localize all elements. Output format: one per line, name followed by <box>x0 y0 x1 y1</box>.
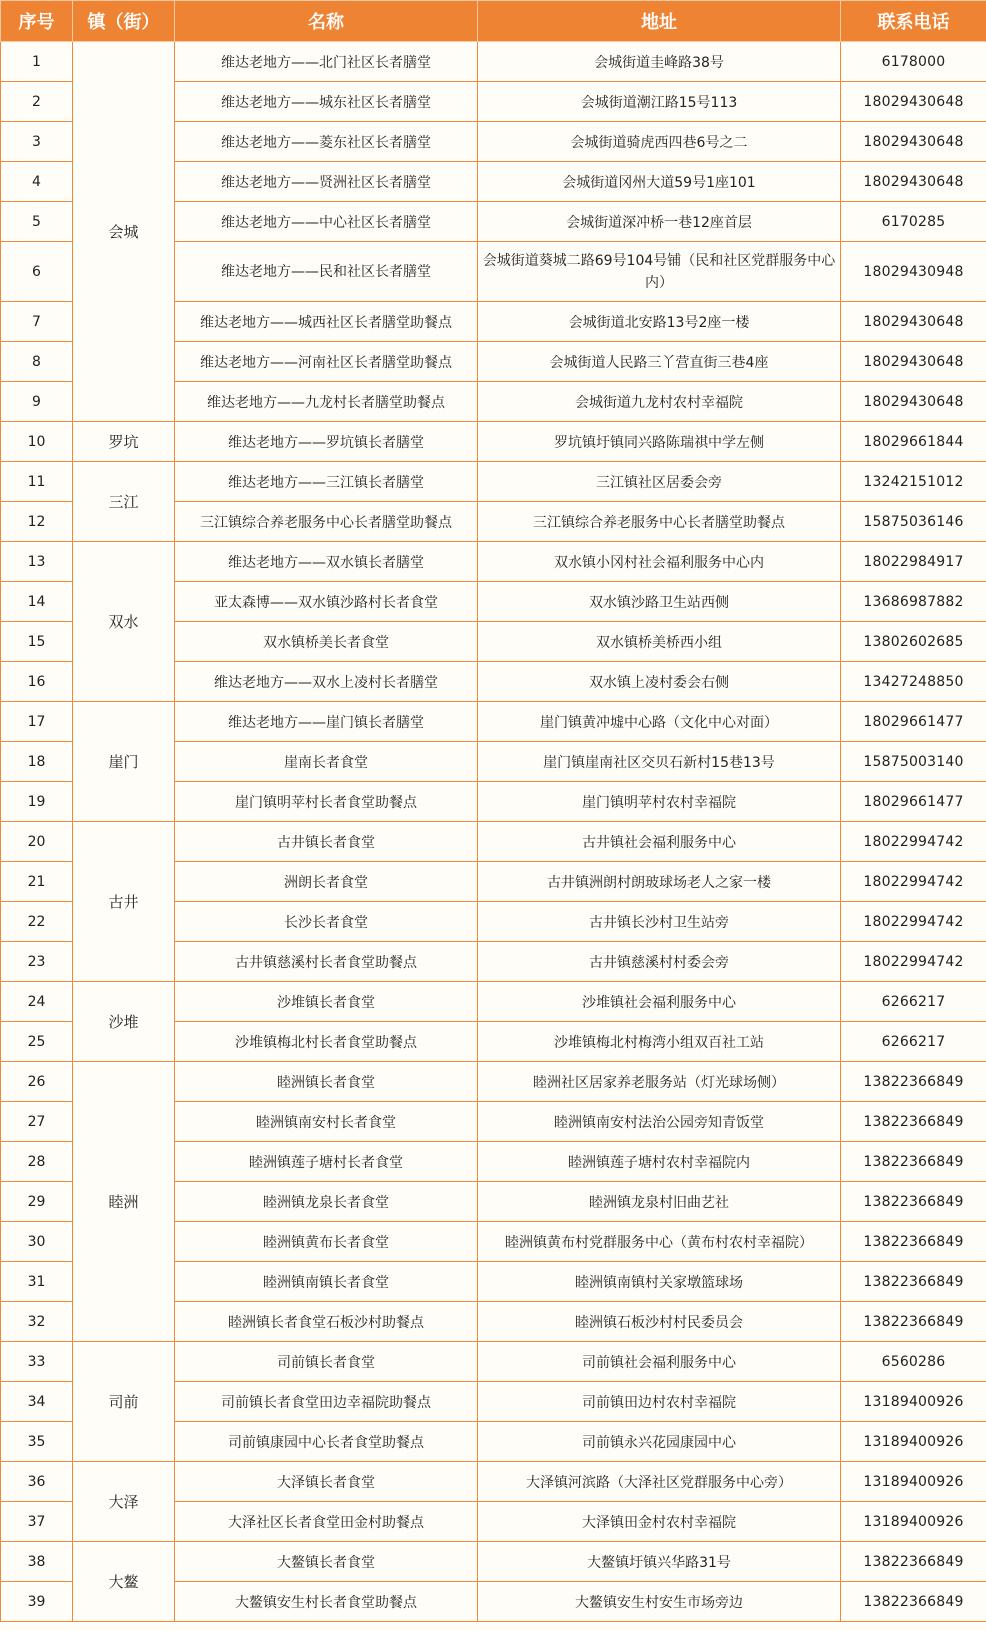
row-address: 罗坑镇圩镇同兴路陈瑞祺中学左侧 <box>478 422 841 462</box>
row-address: 会城街道人民路三丫营直街三巷4座 <box>478 342 841 382</box>
row-phone: 18022994742 <box>841 942 986 982</box>
row-town: 会城 <box>73 42 175 422</box>
row-name: 沙堆镇梅北村长者食堂助餐点 <box>175 1022 478 1062</box>
row-index: 18 <box>1 742 73 782</box>
row-name: 崖南长者食堂 <box>175 742 478 782</box>
row-address: 三江镇综合养老服务中心长者膳堂助餐点 <box>478 502 841 542</box>
row-name: 维达老地方——河南社区长者膳堂助餐点 <box>175 342 478 382</box>
row-phone: 6560286 <box>841 1342 986 1382</box>
row-address: 大鳌镇圩镇兴华路31号 <box>478 1542 841 1582</box>
row-address: 古井镇社会福利服务中心 <box>478 822 841 862</box>
row-address: 大泽镇河滨路（大泽社区党群服务中心旁） <box>478 1462 841 1502</box>
row-phone: 18022994742 <box>841 902 986 942</box>
row-name: 维达老地方——双水上凌村长者膳堂 <box>175 662 478 702</box>
table-row <box>1 1542 986 1582</box>
table-row <box>1 462 986 502</box>
row-address: 会城街道圭峰路38号 <box>478 42 841 82</box>
row-phone: 13189400926 <box>841 1382 986 1422</box>
row-name: 古井镇长者食堂 <box>175 822 478 862</box>
row-town: 罗坑 <box>73 422 175 462</box>
row-name: 维达老地方——中心社区长者膳堂 <box>175 202 478 242</box>
row-address: 睦洲镇南镇村关家墩篮球场 <box>478 1262 841 1302</box>
row-phone: 18029661477 <box>841 782 986 822</box>
table-row <box>1 1342 986 1382</box>
row-name: 亚太森博——双水镇沙路村长者食堂 <box>175 582 478 622</box>
row-name: 古井镇慈溪村长者食堂助餐点 <box>175 942 478 982</box>
header-index: 序号 <box>1 1 73 42</box>
row-name: 维达老地方——双水镇长者膳堂 <box>175 542 478 582</box>
row-index: 11 <box>1 462 73 502</box>
row-phone: 18029430648 <box>841 82 986 122</box>
row-name: 三江镇综合养老服务中心长者膳堂助餐点 <box>175 502 478 542</box>
row-name: 双水镇桥美长者食堂 <box>175 622 478 662</box>
row-index: 22 <box>1 902 73 942</box>
row-name: 维达老地方——九龙村长者膳堂助餐点 <box>175 382 478 422</box>
row-index: 7 <box>1 302 73 342</box>
row-phone: 13189400926 <box>841 1502 986 1542</box>
row-index: 36 <box>1 1462 73 1502</box>
row-address: 会城街道骑虎西四巷6号之二 <box>478 122 841 162</box>
row-index: 2 <box>1 82 73 122</box>
row-town: 崖门 <box>73 702 175 822</box>
row-phone: 13822366849 <box>841 1182 986 1222</box>
row-index: 24 <box>1 982 73 1022</box>
row-index: 29 <box>1 1182 73 1222</box>
row-index: 10 <box>1 422 73 462</box>
row-name: 维达老地方——罗坑镇长者膳堂 <box>175 422 478 462</box>
row-address: 会城街道九龙村农村幸福院 <box>478 382 841 422</box>
row-index: 25 <box>1 1022 73 1062</box>
row-address: 睦洲镇南安村法治公园旁知青饭堂 <box>478 1102 841 1142</box>
row-index: 21 <box>1 862 73 902</box>
row-name: 睦洲镇长者食堂 <box>175 1062 478 1102</box>
row-address: 崖门镇崖南社区交贝石新村15巷13号 <box>478 742 841 782</box>
row-address: 会城街道葵城二路69号104号铺（民和社区党群服务中心内） <box>478 242 841 302</box>
row-phone: 13822366849 <box>841 1262 986 1302</box>
header-address: 地址 <box>478 1 841 42</box>
row-address: 三江镇社区居委会旁 <box>478 462 841 502</box>
row-address: 双水镇桥美桥西小组 <box>478 622 841 662</box>
row-index: 5 <box>1 202 73 242</box>
row-index: 19 <box>1 782 73 822</box>
row-index: 27 <box>1 1102 73 1142</box>
row-address: 崖门镇明苹村农村幸福院 <box>478 782 841 822</box>
row-address: 司前镇永兴花园康园中心 <box>478 1422 841 1462</box>
row-address: 大鳌镇安生村安生市场旁边 <box>478 1582 841 1622</box>
row-address: 古井镇长沙村卫生站旁 <box>478 902 841 942</box>
row-address: 双水镇沙路卫生站西侧 <box>478 582 841 622</box>
row-index: 39 <box>1 1582 73 1622</box>
row-name: 睦洲镇南安村长者食堂 <box>175 1102 478 1142</box>
row-address: 司前镇田边村农村幸福院 <box>478 1382 841 1422</box>
row-address: 沙堆镇社会福利服务中心 <box>478 982 841 1022</box>
row-name: 长沙长者食堂 <box>175 902 478 942</box>
row-phone: 18029430948 <box>841 242 986 302</box>
row-name: 大鳌镇安生村长者食堂助餐点 <box>175 1582 478 1622</box>
row-address: 睦洲镇龙泉村旧曲艺社 <box>478 1182 841 1222</box>
row-address: 会城街道冈州大道59号1座101 <box>478 162 841 202</box>
row-index: 14 <box>1 582 73 622</box>
row-name: 维达老地方——贤洲社区长者膳堂 <box>175 162 478 202</box>
row-phone: 13427248850 <box>841 662 986 702</box>
row-name: 睦洲镇龙泉长者食堂 <box>175 1182 478 1222</box>
row-phone: 18029430648 <box>841 342 986 382</box>
row-phone: 18029661844 <box>841 422 986 462</box>
row-phone: 13822366849 <box>841 1582 986 1622</box>
header-town: 镇（街） <box>73 1 175 42</box>
row-name: 司前镇康园中心长者食堂助餐点 <box>175 1422 478 1462</box>
row-name: 司前镇长者食堂田边幸福院助餐点 <box>175 1382 478 1422</box>
row-name: 维达老地方——菱东社区长者膳堂 <box>175 122 478 162</box>
row-town: 沙堆 <box>73 982 175 1062</box>
row-name: 崖门镇明苹村长者食堂助餐点 <box>175 782 478 822</box>
row-name: 睦洲镇黄布长者食堂 <box>175 1222 478 1262</box>
row-index: 20 <box>1 822 73 862</box>
row-address: 古井镇慈溪村村委会旁 <box>478 942 841 982</box>
row-phone: 15875003140 <box>841 742 986 782</box>
header-phone: 联系电话 <box>841 1 986 42</box>
row-index: 26 <box>1 1062 73 1102</box>
row-index: 13 <box>1 542 73 582</box>
row-phone: 13822366849 <box>841 1542 986 1582</box>
table-row <box>1 542 986 582</box>
row-address: 睦洲镇莲子塘村农村幸福院内 <box>478 1142 841 1182</box>
row-phone: 18029430648 <box>841 302 986 342</box>
table-row <box>1 1462 986 1502</box>
row-phone: 15875036146 <box>841 502 986 542</box>
row-address: 睦洲社区居家养老服务站（灯光球场侧） <box>478 1062 841 1102</box>
row-name: 沙堆镇长者食堂 <box>175 982 478 1022</box>
row-index: 32 <box>1 1302 73 1342</box>
row-town: 三江 <box>73 462 175 542</box>
row-address: 会城街道北安路13号2座一楼 <box>478 302 841 342</box>
row-index: 1 <box>1 42 73 82</box>
row-phone: 18029661477 <box>841 702 986 742</box>
row-phone: 13189400926 <box>841 1462 986 1502</box>
row-index: 38 <box>1 1542 73 1582</box>
row-name: 司前镇长者食堂 <box>175 1342 478 1382</box>
row-name: 大泽镇长者食堂 <box>175 1462 478 1502</box>
row-phone: 13802602685 <box>841 622 986 662</box>
table-row <box>1 1062 986 1102</box>
row-name: 维达老地方——崖门镇长者膳堂 <box>175 702 478 742</box>
row-name: 睦洲镇莲子塘村长者食堂 <box>175 1142 478 1182</box>
row-index: 8 <box>1 342 73 382</box>
row-address: 睦洲镇石板沙村村民委员会 <box>478 1302 841 1342</box>
row-phone: 6170285 <box>841 202 986 242</box>
row-index: 35 <box>1 1422 73 1462</box>
row-phone: 13189400926 <box>841 1422 986 1462</box>
row-phone: 6266217 <box>841 1022 986 1062</box>
row-phone: 18022994742 <box>841 822 986 862</box>
row-index: 30 <box>1 1222 73 1262</box>
row-name: 睦洲镇南镇长者食堂 <box>175 1262 478 1302</box>
row-index: 31 <box>1 1262 73 1302</box>
row-town: 睦洲 <box>73 1062 175 1342</box>
row-address: 古井镇洲朗村朗玻球场老人之家一楼 <box>478 862 841 902</box>
row-index: 28 <box>1 1142 73 1182</box>
row-name: 维达老地方——民和社区长者膳堂 <box>175 242 478 302</box>
row-address: 大泽镇田金村农村幸福院 <box>478 1502 841 1542</box>
table-row <box>1 702 986 742</box>
row-name: 大鳌镇长者食堂 <box>175 1542 478 1582</box>
row-name: 大泽社区长者食堂田金村助餐点 <box>175 1502 478 1542</box>
table-header-row <box>1 1 986 42</box>
table-row <box>1 982 986 1022</box>
row-phone: 6266217 <box>841 982 986 1022</box>
row-town: 司前 <box>73 1342 175 1462</box>
row-address: 会城街道潮江路15号113 <box>478 82 841 122</box>
row-town: 古井 <box>73 822 175 982</box>
row-address: 睦洲镇黄布村党群服务中心（黄布村农村幸福院） <box>478 1222 841 1262</box>
row-name: 维达老地方——三江镇长者膳堂 <box>175 462 478 502</box>
row-address: 会城街道深冲桥一巷12座首层 <box>478 202 841 242</box>
row-address: 双水镇小冈村社会福利服务中心内 <box>478 542 841 582</box>
row-phone: 13242151012 <box>841 462 986 502</box>
row-address: 崖门镇黄冲墟中心路（文化中心对面） <box>478 702 841 742</box>
row-index: 6 <box>1 242 73 302</box>
row-phone: 18022984917 <box>841 542 986 582</box>
row-phone: 18029430648 <box>841 122 986 162</box>
row-index: 37 <box>1 1502 73 1542</box>
row-index: 16 <box>1 662 73 702</box>
row-index: 33 <box>1 1342 73 1382</box>
row-name: 维达老地方——城东社区长者膳堂 <box>175 82 478 122</box>
row-phone: 6178000 <box>841 42 986 82</box>
row-phone: 13686987882 <box>841 582 986 622</box>
row-index: 9 <box>1 382 73 422</box>
row-town: 大泽 <box>73 1462 175 1542</box>
row-phone: 13822366849 <box>841 1062 986 1102</box>
row-address: 双水镇上凌村委会右侧 <box>478 662 841 702</box>
row-address: 司前镇社会福利服务中心 <box>478 1342 841 1382</box>
row-town: 大鳌 <box>73 1542 175 1622</box>
row-name: 维达老地方——城西社区长者膳堂助餐点 <box>175 302 478 342</box>
row-index: 12 <box>1 502 73 542</box>
row-address: 沙堆镇梅北村梅湾小组双百社工站 <box>478 1022 841 1062</box>
row-town: 双水 <box>73 542 175 702</box>
row-index: 4 <box>1 162 73 202</box>
row-index: 15 <box>1 622 73 662</box>
row-name: 洲朗长者食堂 <box>175 862 478 902</box>
row-phone: 13822366849 <box>841 1102 986 1142</box>
row-name: 维达老地方——北门社区长者膳堂 <box>175 42 478 82</box>
row-index: 17 <box>1 702 73 742</box>
row-phone: 13822366849 <box>841 1142 986 1182</box>
row-index: 23 <box>1 942 73 982</box>
row-index: 34 <box>1 1382 73 1422</box>
row-phone: 18022994742 <box>841 862 986 902</box>
header-name: 名称 <box>175 1 478 42</box>
table-row <box>1 422 986 462</box>
row-phone: 13822366849 <box>841 1302 986 1342</box>
row-index: 3 <box>1 122 73 162</box>
row-phone: 18029430648 <box>841 162 986 202</box>
table-body <box>1 42 986 1622</box>
table-row <box>1 42 986 82</box>
row-name: 睦洲镇长者食堂石板沙村助餐点 <box>175 1302 478 1342</box>
row-phone: 18029430648 <box>841 382 986 422</box>
table-row <box>1 822 986 862</box>
row-phone: 13822366849 <box>841 1222 986 1262</box>
